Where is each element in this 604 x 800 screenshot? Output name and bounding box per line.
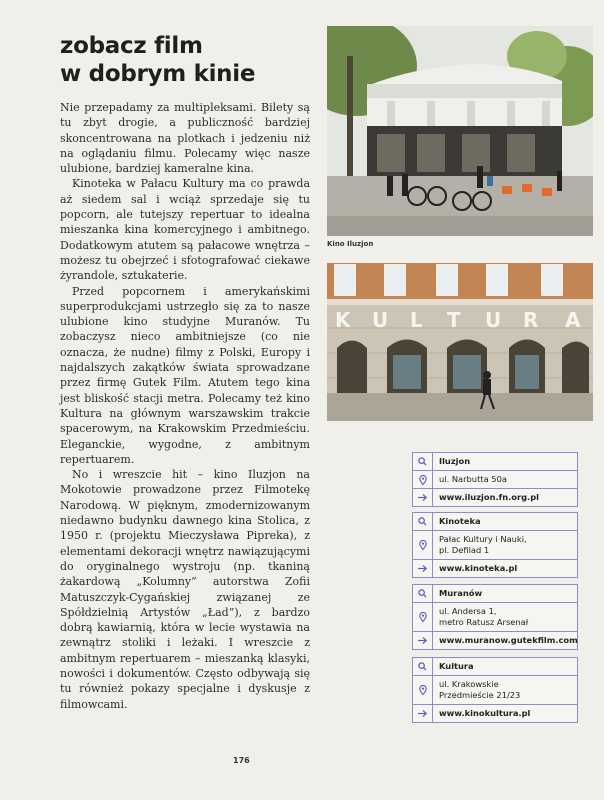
- sign-letter: U: [485, 308, 502, 332]
- cinema-url[interactable]: www.kinokultura.pl: [439, 708, 531, 718]
- search-icon: [413, 658, 433, 675]
- photo-caption: Kino Iluzjon: [327, 240, 374, 248]
- search-icon: [413, 513, 433, 530]
- info-row-name: [413, 585, 577, 602]
- cinema-address: Przedmieście 21/23: [439, 690, 521, 700]
- info-row-address: [413, 675, 577, 704]
- photo-kultura-illustration: [327, 263, 593, 421]
- info-row-address: [413, 602, 577, 631]
- sign-letter: R: [523, 308, 539, 332]
- title-line-2: w dobrym kinie: [60, 61, 256, 87]
- cinema-url[interactable]: www.iluzjon.fn.org.pl: [439, 492, 539, 502]
- cinema-name: Kinoteka: [439, 516, 481, 526]
- photo-kino-iluzjon: [327, 26, 593, 236]
- info-row-address: [413, 470, 577, 488]
- location-pin-icon: [413, 603, 433, 631]
- arrow-right-icon: [413, 489, 433, 506]
- cinema-name: Muranów: [439, 588, 483, 598]
- arrow-right-icon: [413, 705, 433, 722]
- search-icon: [413, 453, 433, 470]
- title-line-1: zobacz film: [60, 33, 203, 59]
- location-pin-icon: [413, 531, 433, 559]
- cinema-name: Kultura: [439, 661, 474, 671]
- location-pin-icon: [413, 471, 433, 488]
- cinema-url[interactable]: www.muranow.gutekfilm.com: [439, 635, 578, 645]
- sign-letter: U: [372, 308, 389, 332]
- sign-letter: A: [565, 308, 581, 332]
- photo-iluzjon-illustration: [327, 26, 593, 236]
- info-row-url: [413, 704, 577, 722]
- info-row-name: [413, 658, 577, 675]
- sign-letter: T: [447, 308, 461, 332]
- paragraph: Przed popcornem i amerykańskimi superprodukcjami ustrzegło się za to nasze ulubione kino studyjne Muranów. Tu zobaczysz nieco ambitniejsze (co nie oznacza, że nudne) filmy z Polski, Europy i najdalszych zakątków świata sprowadzane przez firmę Gutek Film. Atutem tego kina jest bliskość stacji metra. Polecamy też kino Kultura na głównym warszawskim trakcie spacerowym, na Krakowskim Przedmieściu. Eleganckie, wygodne, z ambitnym repertuarem.: [60, 284, 310, 466]
- paragraph: No i wreszcie hit – kino Iluzjon na Mokotowie prowadzone przez Filmotekę Narodową. W pięknym, zmodernizowanym niedawno budynku dawnego kina Stolica, z 1950 r. (projektu Mieczysława Pipreka), z elementami dekoracji wnętrz nawiązującymi do oryginalnego wystroju (np. tkaniną żakardową „Kolumny” autorstwa Zofii Matuszczyk-Cygańskiej związanej ze Spółdzielnią Artystów „Ład”), z bardzo dobrą kawiarnią, która w lecie wystawia na zewnątrz stoliki i leżaki. I wreszcie z ambitnym repertuarem – mieszanką klasyki, nowości i dokumentów. Często odbywają się tu również pokazy specjalne i dyskusje z filmowcami.: [60, 468, 310, 711]
- info-box-iluzjon: [412, 452, 578, 507]
- sign-letter: K: [335, 308, 351, 332]
- arrow-right-icon: [413, 632, 433, 649]
- info-box-muranow: [412, 584, 578, 650]
- info-row-url: [413, 631, 577, 649]
- cinema-address: ul. Andersa 1,: [439, 606, 497, 616]
- photo-kino-kultura: [327, 263, 593, 421]
- paragraph: Nie przepadamy za multipleksami. Bilety są tu zbyt drogie, a publiczność bardziej skoncentrowana na plotkach i jedzeniu niż na oglądaniu filmu. Polecamy więc nasze ulubione, bardziej kameralne kina.: [60, 101, 310, 176]
- info-box-kultura: [412, 657, 578, 723]
- cinema-url[interactable]: www.kinoteka.pl: [439, 563, 518, 573]
- info-row-address: [413, 530, 577, 559]
- cinema-address: Pałac Kultury i Nauki,: [439, 534, 527, 544]
- location-pin-icon: [413, 676, 433, 704]
- info-row-name: [413, 453, 577, 470]
- info-row-name: [413, 513, 577, 530]
- cinema-address: ul. Krakowskie: [439, 679, 499, 689]
- cinema-address: ul. Narbutta 50a: [439, 474, 507, 484]
- info-box-kinoteka: [412, 512, 578, 578]
- cinema-address: pl. Defilad 1: [439, 545, 490, 555]
- info-row-url: [413, 559, 577, 577]
- arrow-right-icon: [413, 560, 433, 577]
- page-title: [60, 32, 320, 88]
- search-icon: [413, 585, 433, 602]
- cinema-name: Iluzjon: [439, 456, 471, 466]
- cinema-address: metro Ratusz Arsenał: [439, 617, 529, 627]
- info-row-url: [413, 488, 577, 506]
- article-body: [60, 100, 310, 712]
- paragraph: Kinoteka w Pałacu Kultury ma co prawda aż siedem sal i wciąż sprzedaje się tu popcorn, ale tutejszy repertuar to idealna mieszanka kina komercyjnego i ambitnego. Dodatkowym atutem są pałacowe wnętrza – możesz tu obejrzeć i sfotografować ciekawe żyrandole, sztukaterie.: [60, 177, 310, 283]
- sign-letter: L: [410, 308, 423, 332]
- page-number: 176: [233, 756, 250, 765]
